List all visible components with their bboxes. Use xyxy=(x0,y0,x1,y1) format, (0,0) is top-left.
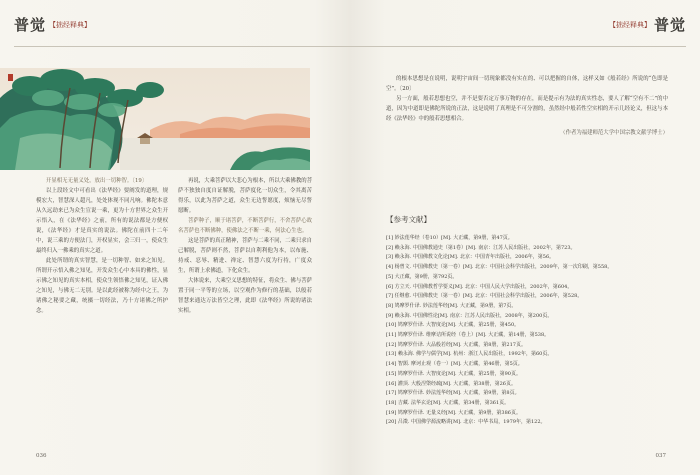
painting-svg xyxy=(0,68,310,170)
reference-item: [19] 鸠摩罗什译. 无量义经[M]. 大正藏，第9册，第386页。 xyxy=(386,409,521,416)
reference-item: [16] 灌顶. 大般涅槃经疏[M]. 大正藏，第38册，第26页。 xyxy=(386,380,516,387)
landscape-painting xyxy=(0,68,310,170)
reference-item: [8] 鸠摩罗什译. 妙法莲华经[M]. 大正藏，第9册，第7页。 xyxy=(386,302,517,309)
paragraph: 菩萨种子，顺于诸菩萨，不断菩萨行，不舍菩萨心故名菩萨也不断佛种，使佛法之不断一乘，何法心生也。 xyxy=(178,218,312,234)
page-number: 036 xyxy=(36,453,47,459)
references-list xyxy=(386,234,668,428)
reference-item: [4] 杨曾文. 中国佛教史（第一卷）[M]. 北京：中国社会科学出版社，2009年，第一次印刷，第558。 xyxy=(386,264,613,271)
paragraph: 再说，大乘菩萨以大悲心为根本，所以大乘佛教的菩萨不独独自度自证解脱，菩萨度化一切众生，令其离苦得乐，以此为菩萨之道，众生无边誓愿度，烦恼无尽誓愿断。 xyxy=(178,178,312,214)
paragraph: 此处所谓的真实智慧，是一切种智、如来之知见。所谓开示悟入佛之知见，开发众生心中本具的佛性，显示佛之知见的真实本相，使众生领悟佛之知见，证入佛之知见，与佛无二无别。是以此经被称为经中之王，为诸佛之秘要之藏，统摄一切经法，乃十方诸佛之所护念。 xyxy=(36,258,168,314)
reference-item: [1] 妙法莲华经（卷10）[M]. 大正藏，第9册，第47页。 xyxy=(386,235,513,241)
left-column-1 xyxy=(36,176,168,316)
logo: 普觉 xyxy=(653,16,686,34)
reference-item: [12] 鸠摩罗什译. 大品般若经[M]. 大正藏，第8册，第217页。 xyxy=(386,341,526,348)
reference-item: [18] 吉藏. 法华玄论[M]. 大正藏，第34册，第361页。 xyxy=(386,399,510,406)
right-page xyxy=(350,0,700,475)
paragraph: 的根本思想是在说明，说明宇宙间一切现象都没有实在的、可以把握的自体，这样又如《般若经》所说的“色即是空”。〔20〕 xyxy=(386,76,668,92)
reference-item: [15] 鸠摩罗什译. 大智度论[M]. 大正藏，第25册，第90页。 xyxy=(386,370,521,377)
page-number: 037 xyxy=(655,453,666,459)
reference-item: [10] 鸠摩罗什译. 大智度论[M]. 大正藏，第25册，第450。 xyxy=(386,322,520,329)
reference-item: [20] 吕澂. 中国佛学源流略讲[M]. 北京：中华书局，1979年，第122。 xyxy=(386,419,546,426)
paragraph: 大体说来，大乘空义思想的特征，将众生、佛与菩萨置于同一平等的立场，以空观作为修行的基础，以般若智慧来通达万法皆空之理，此即《法华经》所说的诸法实相。 xyxy=(178,278,312,314)
header-rule xyxy=(350,46,686,47)
paragraph: 以上段经文中可看出《法华经》要阐发的道理，规模宏大，智慧深人超凡，处处体现不同凡响。佛陀本意从久远劫来已为众生宣说一乘，更为十方世界之众生开示悟入，在《法华经》之前，所有的说法都是方便权说，《法华经》才是真实的说法。佛陀在前四十二年中，说三乘的方便法门，开权显实，会三归一，使众生最终归入一佛乘的真实之道。 xyxy=(36,188,168,254)
reference-item: [9] 赖永海. 中国佛性论[M]. 南京：江苏人民出版社，2008年，第200页。 xyxy=(386,312,553,319)
header-rule xyxy=(14,46,350,47)
page-header xyxy=(14,14,91,35)
author-note: （作者为福建师范大学中国宗教文献学博士） xyxy=(560,130,668,136)
reference-item: [2] 赖永海. 中国佛教通史（第1卷）[M]. 南京：江苏人民出版社，2002年，第723。 xyxy=(386,244,576,251)
logo: 普觉 xyxy=(14,16,47,34)
section-tag: 【拙经释典】 xyxy=(49,20,92,29)
reference-item: [17] 鸠摩罗什译. 妙法莲华经[M]. 大正藏，第9册，第8页。 xyxy=(386,390,520,397)
paragraph: 另一方面，般若思想也空，并不是要否定万事万物的存在，而是提示有为法的真实性态，要人了解“空有不二”的中道，因为中道即是佛陀所说的正法，这是说明了真理是不可分割的，虽然经中般若性空实相的开示几经论义，但这与本经《法华经》中的般若思想相合。 xyxy=(386,96,668,122)
reference-item: [5] 大正藏，第9册，第792页。 xyxy=(386,273,458,280)
reference-item: [14] 智顗. 摩诃止观（卷一）[M]. 大正藏，第46册，第5页。 xyxy=(386,361,523,368)
paragraph: 开显相无无量义处，放出一切种智。〔19〕 xyxy=(46,178,148,184)
left-column-2 xyxy=(178,176,312,316)
right-body xyxy=(386,74,668,138)
reference-item: [3] 赖永海. 中国佛教文化论[M]. 北京：中国青年出版社，2006年，第56。 xyxy=(386,254,555,261)
reference-item: [13] 赖永海. 佛学与儒学[M]. 杭州：浙江人民出版社，1992年，第60页。 xyxy=(386,351,553,358)
page-header xyxy=(609,14,686,35)
paragraph: 这是菩萨的真正精神，菩萨与二乘不同，二乘只求自己解脱，菩萨则不然，菩萨以自利利他为本，以布施、持戒、忍辱、精进、禅定、智慧六度为行持，广度众生，所谓上求佛道，下化众生。 xyxy=(178,238,312,274)
section-tag: 【拙经释典】 xyxy=(608,20,651,29)
reference-item: [6] 方立天. 中国佛教哲学要义[M]. 北京：中国人民大学出版社，2002年，第604。 xyxy=(386,283,573,290)
reference-item: [7] 任继愈. 中国佛教史（第一卷）[M]. 北京：中国社会科学出版社，2006年，第528。 xyxy=(386,293,583,300)
references-title: 【参考文献】 xyxy=(386,215,431,224)
reference-item: [11] 鸠摩罗什译. 维摩诘所说经（卷上）[M]. 大正藏，第14册，第538。 xyxy=(386,332,550,339)
